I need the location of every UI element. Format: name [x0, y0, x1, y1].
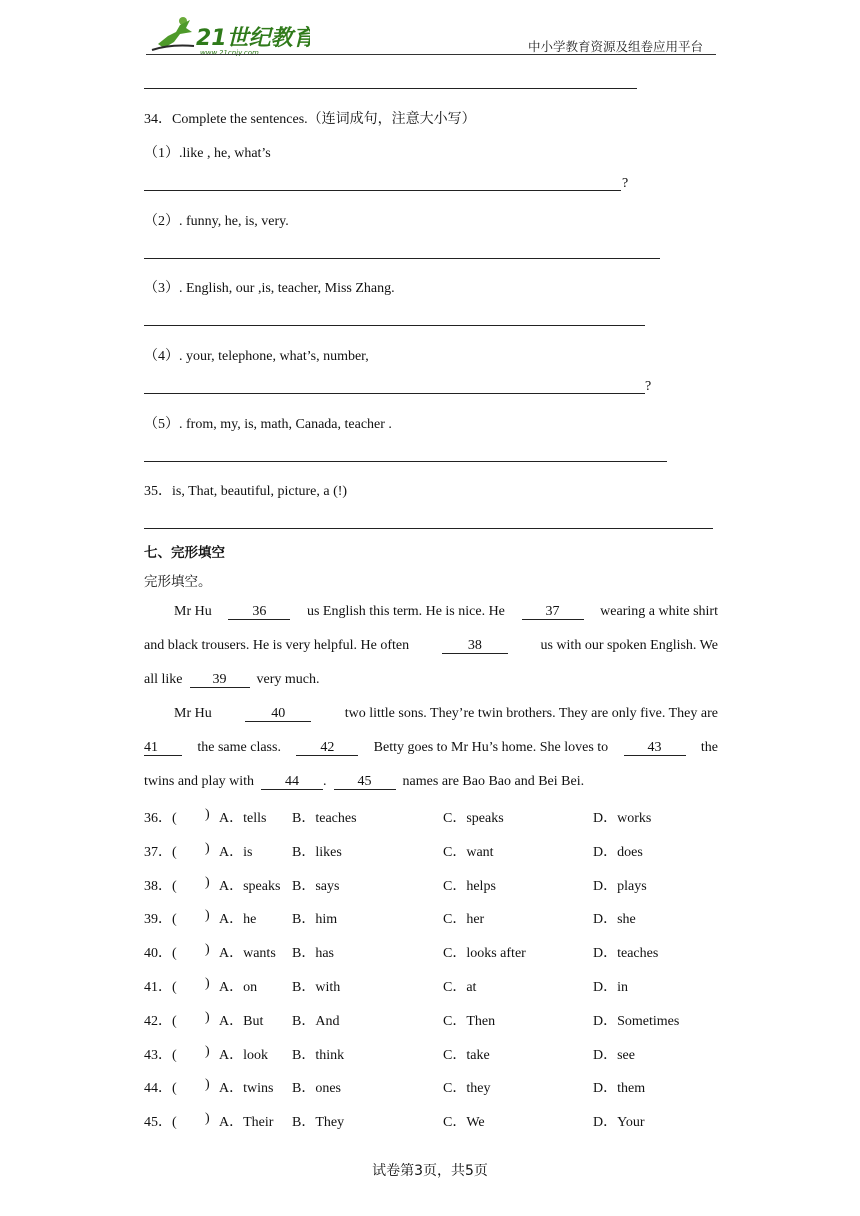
text-run: names are Bao Bao and Bei Bei. [402, 774, 585, 789]
section-title: 七、完形填空 [144, 545, 225, 561]
text-run: the [700, 740, 718, 755]
option-c[interactable]: C．helps [443, 878, 496, 894]
option-d[interactable]: D．in [593, 980, 628, 995]
text-run: us English this term. He is nice. He [306, 604, 505, 619]
q35-label: 35．is, That, beautiful, picture, a (!) [144, 484, 348, 499]
option-b[interactable]: B．him [292, 912, 338, 928]
option-row [144, 942, 724, 962]
option-b[interactable]: B．ones [292, 1081, 341, 1097]
para-line [144, 774, 584, 790]
option-b[interactable]: B．has [292, 946, 334, 962]
option-c[interactable]: C．her [443, 912, 485, 928]
text-run: Betty goes to Mr Hu’s home. She loves to [373, 740, 609, 755]
answer-paren: ) [205, 1009, 210, 1025]
answer-paren: ) [205, 874, 210, 890]
option-row [144, 807, 724, 827]
option-b[interactable]: B．says [292, 878, 340, 894]
q34-item-2-label: （2）. funny, he, is, very. [144, 214, 289, 229]
answer-paren: ) [205, 1111, 210, 1127]
option-a[interactable]: A．Their [219, 1115, 274, 1131]
option-c[interactable]: C．take [443, 1047, 490, 1063]
blank-37[interactable]: 37 [522, 604, 584, 620]
option-d[interactable]: D．plays [593, 878, 647, 894]
option-a[interactable]: A．look [219, 1047, 268, 1063]
blank-39[interactable]: 39 [190, 672, 250, 688]
option-d[interactable]: D．works [593, 811, 652, 826]
option-row [144, 841, 724, 861]
answer-line[interactable] [144, 325, 645, 326]
question-number: 40．( [144, 946, 177, 962]
answer-line[interactable] [144, 258, 660, 259]
option-d[interactable]: D．Your [593, 1115, 645, 1131]
option-c[interactable]: C．they [443, 1081, 491, 1097]
answer-paren: ) [205, 807, 210, 822]
question-number: 42．( [144, 1013, 177, 1029]
option-a[interactable]: A．But [219, 1013, 264, 1029]
q34-item-5-label: （5）. from, my, is, math, Canada, teacher . [144, 417, 392, 432]
para-line [174, 604, 718, 620]
text-run: two little sons. They’re twin brothers. They are only five. They are [344, 706, 718, 721]
option-row [144, 1010, 724, 1030]
option-d[interactable]: D．Sometimes [593, 1013, 680, 1029]
answer-line[interactable] [144, 461, 667, 462]
option-c[interactable]: C．We [443, 1115, 485, 1131]
question-number: 43．( [144, 1047, 177, 1063]
option-row [144, 875, 724, 895]
option-c[interactable]: C．Then [443, 1013, 496, 1029]
logo-url-text: www.21cnjy.com [200, 49, 259, 56]
text-run: and black trousers. He is very helpful. He often [144, 638, 410, 653]
option-b[interactable]: B．with [292, 980, 341, 995]
option-row [144, 976, 724, 996]
para-line [144, 638, 718, 654]
option-d[interactable]: D．them [593, 1081, 646, 1097]
option-a[interactable]: A．speaks [219, 878, 281, 894]
q34-item-4-label: （4）. your, telephone, what’s, number, [144, 349, 369, 364]
header-platform-text: 中小学教育资源及组卷应用平台 [528, 39, 704, 54]
text-run: the same class. [197, 740, 281, 755]
option-d[interactable]: D．teaches [593, 946, 659, 962]
header-divider [146, 54, 716, 55]
para-line [144, 740, 718, 756]
page-footer: 试卷第3页，共5页 [372, 1163, 488, 1179]
option-a[interactable]: A．wants [219, 946, 276, 962]
option-a[interactable]: A．tells [219, 811, 267, 826]
option-row [144, 1077, 724, 1097]
q34-item-4-end: ? [645, 379, 652, 394]
option-d[interactable]: D．does [593, 844, 643, 860]
option-c[interactable]: C．looks after [443, 946, 526, 962]
option-d[interactable]: D．she [593, 912, 636, 928]
option-row [144, 908, 724, 928]
answer-paren: ) [205, 1043, 210, 1059]
answer-line [144, 88, 637, 89]
option-c[interactable]: C．want [443, 844, 494, 860]
option-a[interactable]: A．is [219, 844, 253, 860]
para-line [144, 672, 319, 688]
q34-item-1-end: ? [622, 176, 629, 191]
option-a[interactable]: A．he [219, 912, 257, 928]
answer-line[interactable] [144, 528, 713, 529]
blank-44[interactable]: 44 [261, 774, 323, 790]
text-run: Mr Hu [174, 706, 212, 721]
question-number: 44．( [144, 1081, 177, 1097]
blank-38[interactable]: 38 [442, 638, 508, 654]
option-b[interactable]: B．think [292, 1047, 345, 1063]
answer-paren: ) [205, 908, 210, 924]
q34-item-1-label: （1）.like , he, what’s [144, 146, 271, 161]
answer-line[interactable] [144, 393, 645, 394]
q34-title: 34．Complete the sentences.（连词成句，注意大小写） [144, 112, 476, 127]
answer-paren: ) [205, 840, 210, 856]
text-run: twins and play with [144, 774, 255, 789]
text-run: Mr Hu [174, 604, 212, 619]
question-number: 36．( [144, 811, 177, 826]
blank-41[interactable]: 41 [144, 740, 182, 756]
logo-text: 21世纪教育 [196, 26, 310, 51]
option-a[interactable]: A．on [219, 980, 258, 995]
site-logo [150, 14, 310, 56]
option-row [144, 1044, 724, 1064]
option-a[interactable]: A．twins [219, 1081, 274, 1097]
blank-42[interactable]: 42 [296, 740, 358, 756]
blank-43[interactable]: 43 [624, 740, 686, 756]
answer-line[interactable] [144, 190, 621, 191]
option-b[interactable]: B．likes [292, 844, 342, 860]
text-run: wearing a white shirt [600, 604, 718, 619]
question-number: 37．( [144, 844, 177, 860]
option-row [144, 1111, 724, 1131]
text-run: us with our spoken English. We [540, 638, 718, 653]
question-number: 39．( [144, 912, 177, 928]
option-d[interactable]: D．see [593, 1047, 635, 1063]
text-run: . [323, 774, 327, 789]
text-run: very much. [256, 672, 320, 687]
question-number: 41．( [144, 980, 177, 995]
answer-paren: ) [205, 976, 210, 991]
option-c[interactable]: C．at [443, 980, 477, 995]
option-b[interactable]: B．And [292, 1013, 340, 1029]
blank-45[interactable]: 45 [334, 774, 396, 790]
blank-36[interactable]: 36 [228, 604, 290, 620]
section-instruction: 完形填空。 [144, 574, 212, 590]
para-line [174, 706, 718, 722]
question-number: 45．( [144, 1115, 177, 1131]
blank-40[interactable]: 40 [245, 706, 311, 722]
answer-paren: ) [205, 942, 210, 958]
option-b[interactable]: B．teaches [292, 811, 357, 826]
answer-paren: ) [205, 1077, 210, 1093]
text-run: all like [144, 672, 183, 687]
option-c[interactable]: C．speaks [443, 811, 504, 826]
question-number: 38．( [144, 878, 177, 894]
q34-item-3-label: （3）. English, our ,is, teacher, Miss Zhang. [144, 281, 395, 296]
runner-logo-icon [150, 14, 310, 56]
option-b[interactable]: B．They [292, 1115, 345, 1131]
